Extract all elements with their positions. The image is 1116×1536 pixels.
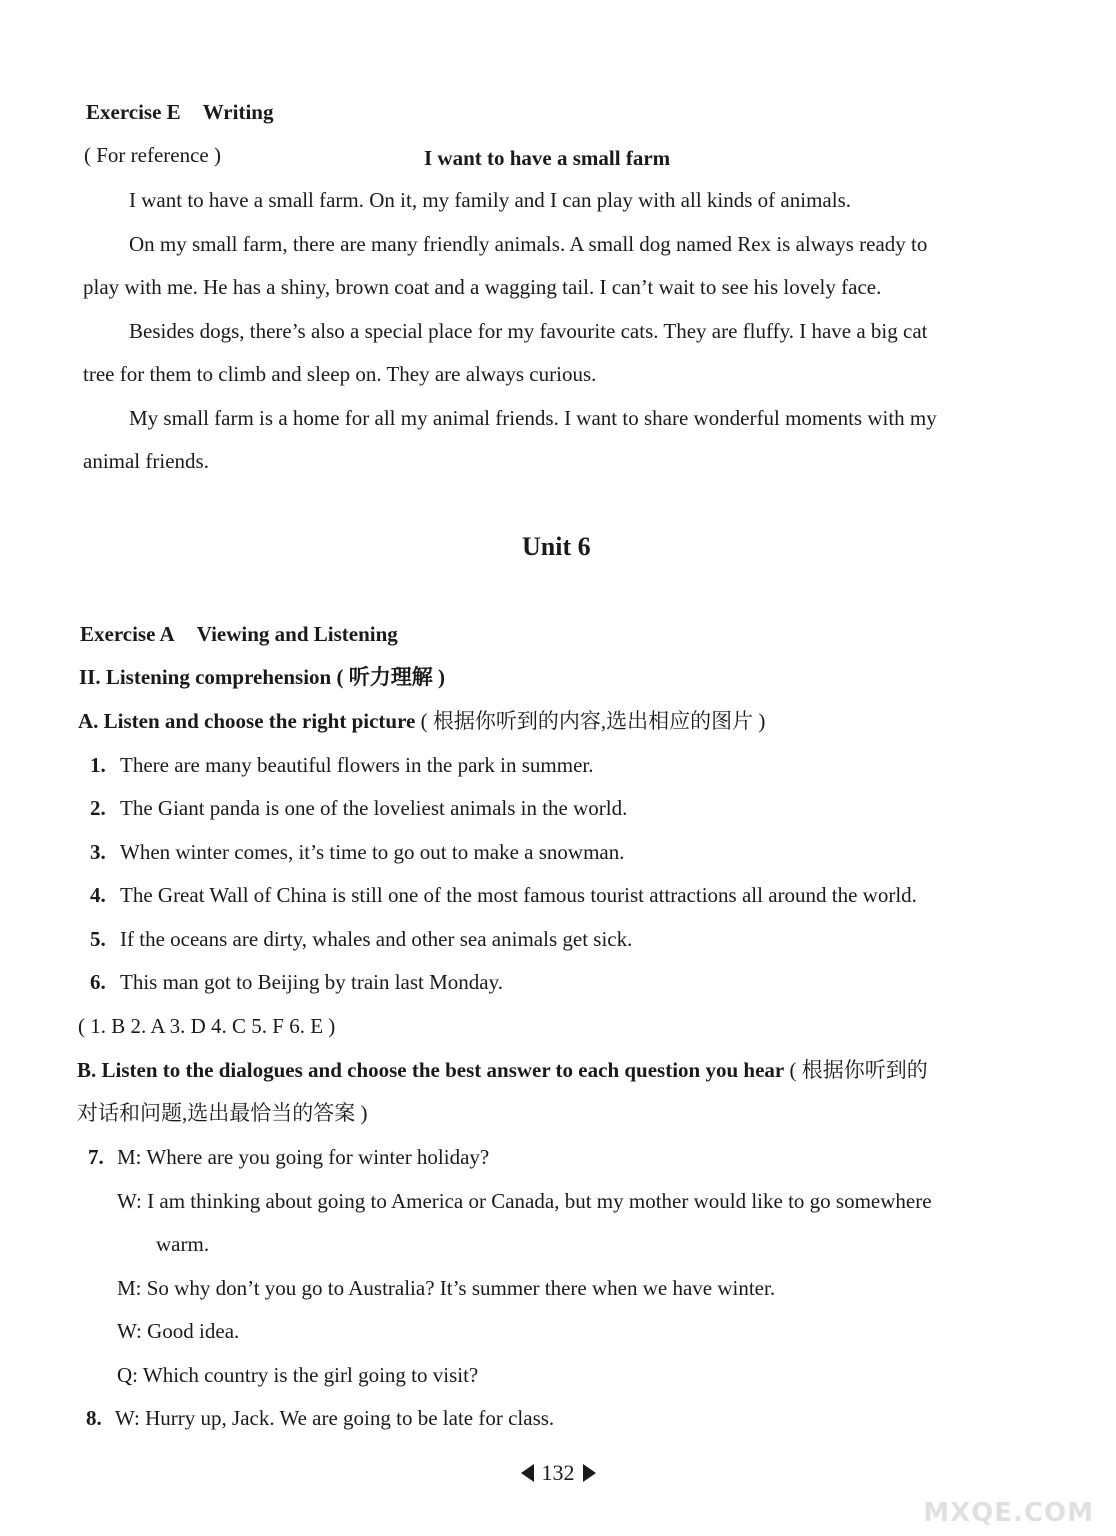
essay-line-7: animal friends.: [83, 449, 209, 473]
essay-title: I want to have a small farm: [424, 146, 671, 170]
question-8-number: 8.: [86, 1406, 102, 1430]
dialogue-line: W: I am thinking about going to America or Canada, but my mother would like to go somewhere: [117, 1189, 932, 1213]
exercise-e-heading: [86, 99, 273, 125]
exercise-a-label: Exercise A: [80, 622, 175, 646]
exercise-e-title: Writing: [202, 100, 274, 124]
dialogue-line: M: So why don’t you go to Australia? It’s summer there when we have winter.: [117, 1276, 776, 1300]
part-a-title: A. Listen and choose the right picture: [78, 709, 416, 733]
triangle-left-icon: [521, 1464, 534, 1482]
exercise-a-heading: [80, 621, 398, 647]
watermark-text: MXQE.COM: [923, 1498, 1094, 1528]
list-item: 1. There are many beautiful flowers in the park in summer.: [90, 753, 594, 777]
essay-line-2: On my small farm, there are many friendly animals. A small dog named Rex is always ready to: [129, 232, 928, 256]
watermark-logo: [908, 1474, 1108, 1534]
page-number: 132: [541, 1460, 575, 1485]
list-item: 4. The Great Wall of China is still one of the most famous tourist attractions all around the world.: [90, 883, 917, 907]
part-b-heading: [77, 1057, 928, 1083]
essay-line-1: I want to have a small farm. On it, my family and I can play with all kinds of animals.: [129, 188, 851, 212]
list-item: 5. If the oceans are dirty, whales and other sea animals get sick.: [90, 927, 633, 951]
part-a-heading: [78, 708, 765, 734]
part-a-answers: ( 1. B 2. A 3. D 4. C 5. F 6. E ): [78, 1014, 336, 1038]
reference-note: ( For reference ): [84, 143, 221, 167]
exercise-e-label: Exercise E: [86, 100, 181, 124]
essay-line-4: Besides dogs, there’s also a special place for my favourite cats. They are fluffy. I have a big cat: [129, 319, 928, 343]
essay-line-5: tree for them to climb and sleep on. They are always curious.: [83, 362, 597, 386]
part-b-instruction-1: ( 根据你听到的: [789, 1058, 928, 1082]
triangle-right-icon: [583, 1464, 596, 1482]
part-b-title: B. Listen to the dialogues and choose the best answer to each question you hear: [77, 1058, 785, 1082]
list-item: 6. This man got to Beijing by train last Monday.: [90, 970, 504, 994]
dialogue-line: warm.: [156, 1232, 210, 1256]
dialogue-line: M: Where are you going for winter holiday?: [117, 1145, 490, 1169]
exercise-a-title: Viewing and Listening: [196, 622, 398, 646]
unit-title: Unit 6: [522, 532, 591, 561]
list-item: 3. When winter comes, it’s time to go out to make a snowman.: [90, 840, 625, 864]
list-item: 2. The Giant panda is one of the loveliest animals in the world.: [90, 796, 628, 820]
essay-line-6: My small farm is a home for all my animal friends. I want to share wonderful moments with my: [129, 406, 937, 430]
essay-line-3: play with me. He has a shiny, brown coat and a wagging tail. I can’t wait to see his lovely face.: [83, 275, 882, 299]
section-ii-heading: II. Listening comprehension ( 听力理解 ): [79, 665, 445, 689]
part-b-instruction-2: 对话和问题,选出最恰当的答案 ): [77, 1101, 368, 1125]
part-a-instruction: ( 根据你听到的内容,选出相应的图片 ): [420, 709, 766, 733]
dialogue-line: Q: Which country is the girl going to visit?: [117, 1363, 479, 1387]
dialogue-line: W: Good idea.: [117, 1319, 240, 1343]
dialogue-line: W: Hurry up, Jack. We are going to be late for class.: [115, 1406, 555, 1430]
question-7-number: 7.: [88, 1145, 104, 1169]
